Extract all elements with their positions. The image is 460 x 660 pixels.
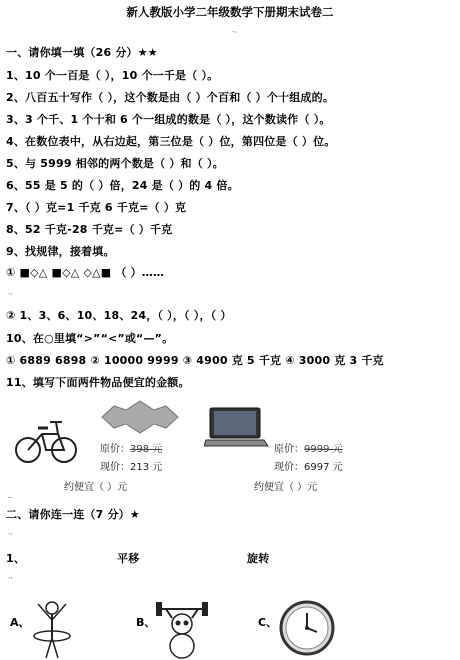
panda-weightlifting-illustration — [154, 596, 210, 660]
item1-saving: 约便宜（ ）元 — [64, 482, 128, 493]
hula-hoop-child-illustration — [30, 596, 74, 660]
question-5: 5、与 5999 相邻的两个数是（ ）和（ ）。 — [6, 157, 224, 170]
item2-current-price: 6997 元 — [304, 462, 343, 473]
item1-current-price: 213 元 — [130, 462, 163, 473]
rotation-label: 旋转 — [247, 552, 270, 565]
option-a-label: A、 — [10, 616, 30, 629]
paragraph-mark: _ — [8, 490, 12, 498]
question-6: 6、55 是 5 的（ ）倍，24 是（ ）的 4 倍。 — [6, 179, 239, 192]
question-10: 10、在○里填“>”“<”或“—”。 — [6, 332, 174, 345]
question-10-items: ① 6889 6898 ② 10000 9999 ③ 4900 克 5 千克 ④ 3000 克 3 千克 — [6, 354, 384, 367]
item2-current-label: 现价： — [274, 462, 304, 473]
item2-original-price: 9999 元 — [304, 444, 343, 455]
item1-current-label: 现价： — [100, 462, 130, 473]
question-9-pattern-1: ① ■◇△ ■◇△ ◇△■ （ ）…… — [6, 266, 165, 279]
paragraph-mark: ., — [8, 572, 13, 580]
paragraph-mark: ., — [8, 528, 13, 536]
option-c-label: C、 — [258, 616, 278, 629]
item2-original-label: 原价： — [274, 444, 304, 455]
question-1: 1、10 个一百是（ ），10 个一千是（ ）。 — [6, 69, 219, 82]
section2-question-1: 1、 — [6, 552, 26, 565]
price-tag-star — [100, 400, 180, 434]
section1-heading: 一、请你填一填（26 分）★★ — [6, 46, 158, 59]
question-2: 2、八百五十写作（ ），这个数是由（ ）个百和（ ）个十组成的。 — [6, 91, 335, 104]
question-8: 8、52 千克-28 千克=（ ）千克 — [6, 223, 173, 236]
option-b-label: B、 — [136, 616, 156, 629]
question-7: 7、（ ）克=1 千克 6 千克=（ ）克 — [6, 201, 187, 214]
laptop-illustration — [204, 406, 270, 448]
question-9: 9、找规律，接着填。 — [6, 245, 115, 258]
paragraph-mark: ., — [232, 26, 237, 34]
item1-original-price: 398 元 — [130, 444, 163, 455]
paragraph-mark: ., — [8, 288, 13, 296]
question-11: 11、填写下面两件物品便宜的金额。 — [6, 376, 190, 389]
question-4: 4、在数位表中，从右边起，第三位是（ ）位，第四位是（ ）位。 — [6, 135, 336, 148]
clock-illustration — [276, 596, 338, 658]
translation-label: 平移 — [117, 552, 140, 565]
bicycle-illustration — [14, 412, 80, 466]
exam-title: 新人教版小学二年级数学下册期末试卷二 — [126, 5, 334, 19]
question-3: 3、3 个千、1 个十和 6 个一组成的数是（ ），这个数读作（ ）。 — [6, 113, 331, 126]
item1-original-label: 原价： — [100, 444, 130, 455]
section2-heading: 二、请你连一连（7 分）★ — [6, 508, 140, 521]
item2-saving: 约便宜（ ）元 — [254, 482, 318, 493]
question-9-pattern-2: ② 1、3、6、10、18、24，（ ），（ ），（ ） — [6, 309, 232, 322]
